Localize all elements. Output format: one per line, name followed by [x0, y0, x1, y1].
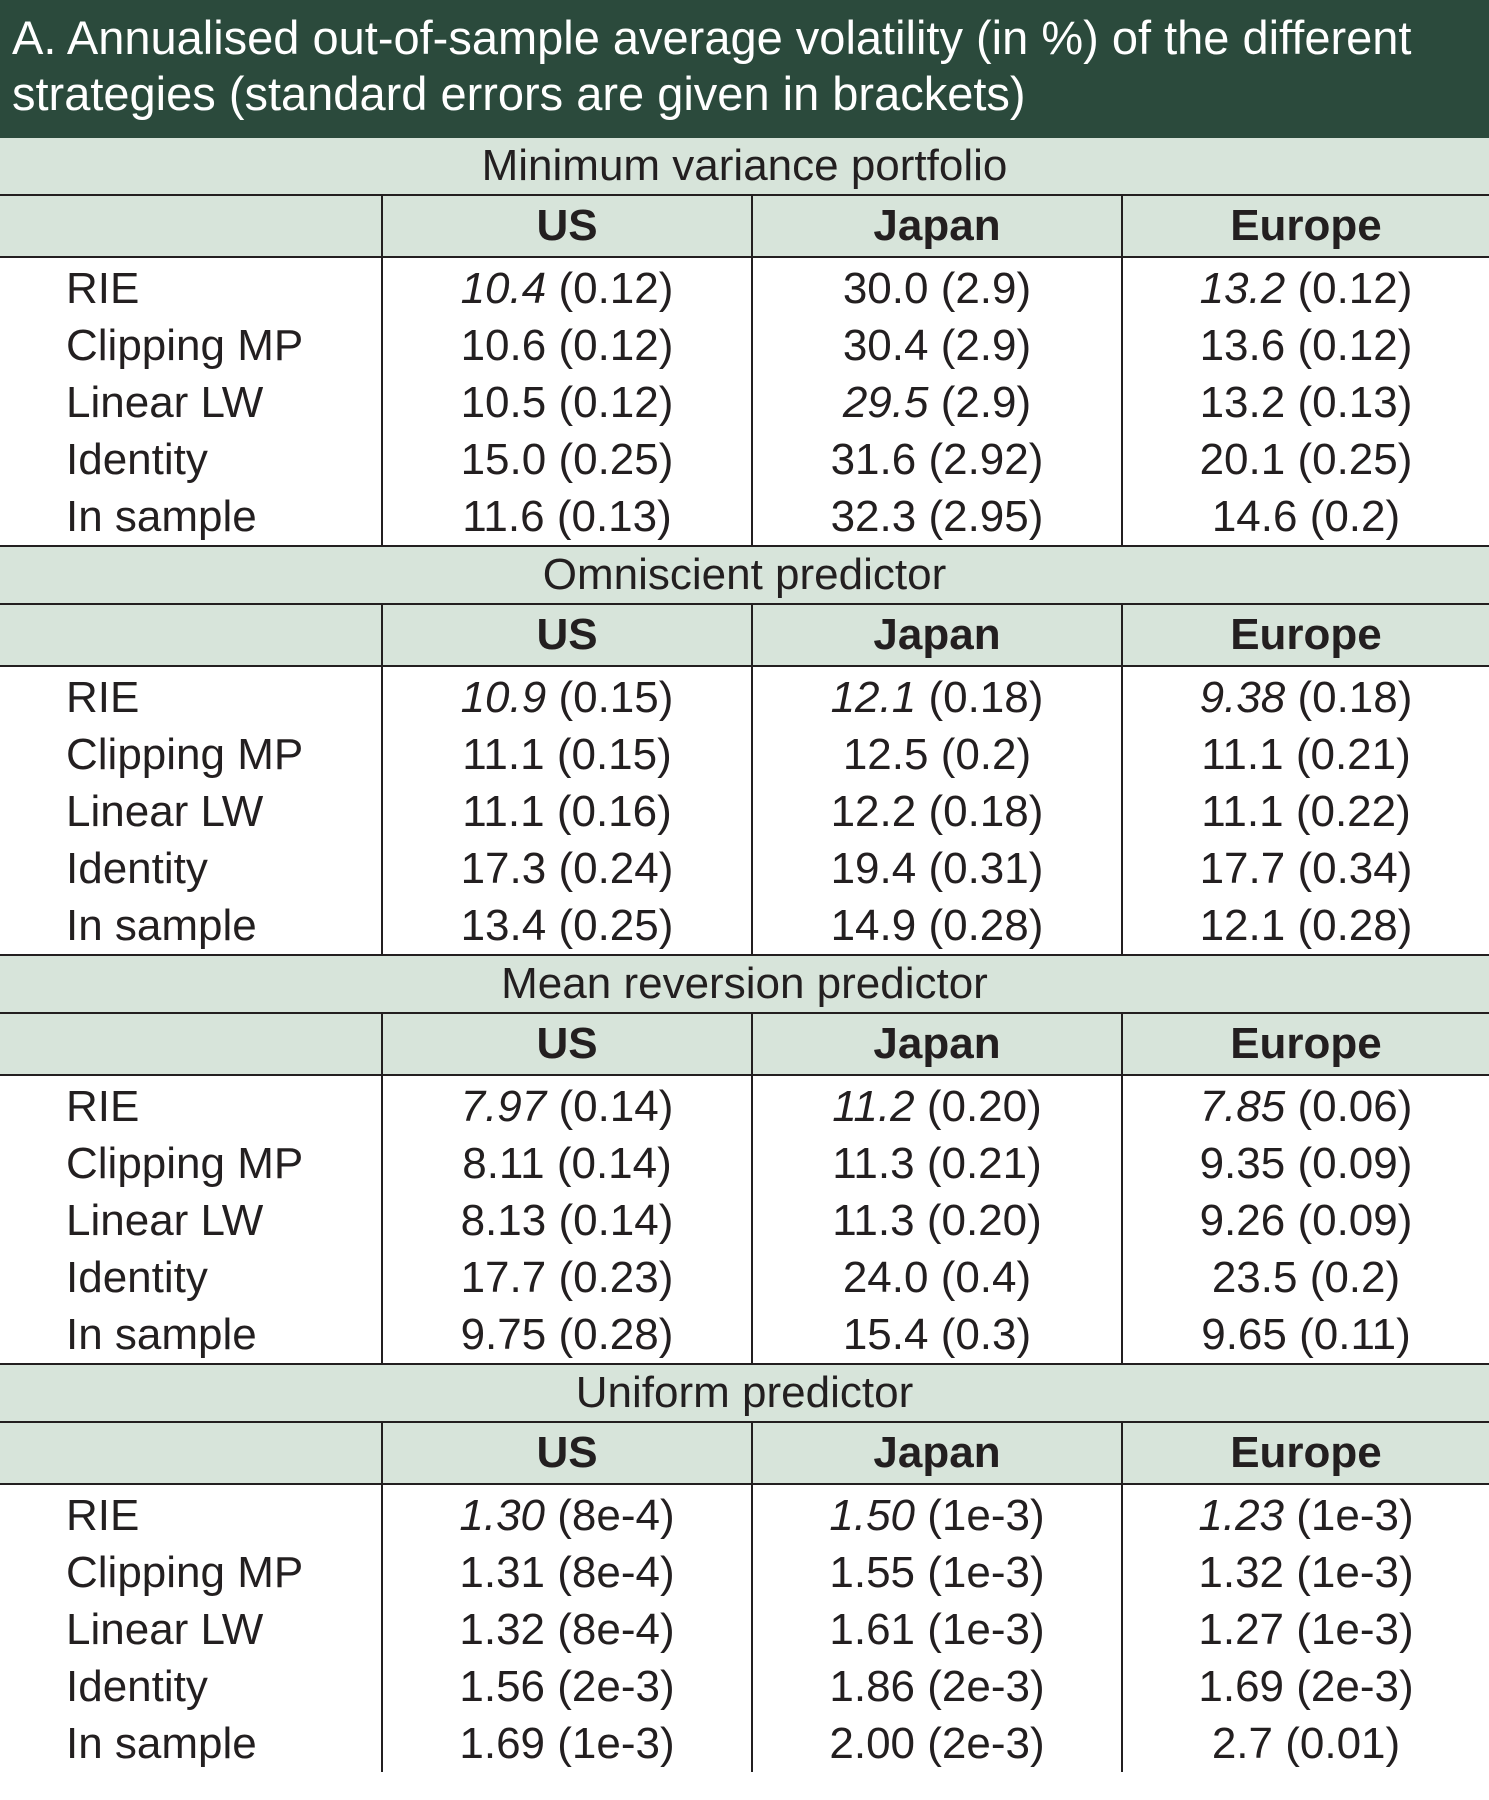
value-estimate: 2.00: [829, 1718, 916, 1768]
value-cell-europe: [1122, 1306, 1489, 1364]
value-cell-europe: [1122, 488, 1489, 546]
value-estimate: 1.50: [829, 1490, 916, 1540]
standard-error: (0.12): [558, 320, 674, 370]
value-estimate: 8.11: [462, 1138, 545, 1188]
value-estimate: 30.0: [842, 263, 929, 313]
value-cell-japan: [752, 488, 1122, 546]
value-estimate: 11.3: [832, 1195, 915, 1245]
column-header-japan: Japan: [752, 195, 1122, 257]
column-header-blank: [0, 1422, 382, 1484]
table-row: [0, 431, 1489, 488]
value-cell-japan: [752, 1135, 1122, 1192]
row-label: In sample: [66, 1718, 257, 1768]
standard-error: (0.15): [556, 729, 672, 779]
standard-error: (0.18): [928, 672, 1044, 722]
row-label: Clipping MP: [66, 1547, 304, 1597]
value-cell-europe: [1122, 1484, 1489, 1544]
table-row: [0, 1306, 1489, 1364]
value-cell-japan: [752, 666, 1122, 726]
value-estimate: 17.3: [460, 843, 547, 893]
table-body: [0, 138, 1489, 1772]
column-header-europe: Europe: [1122, 195, 1489, 257]
standard-error: (0.2): [1309, 1252, 1401, 1302]
standard-error: (0.06): [1297, 1081, 1413, 1131]
standard-error: (1e-3): [927, 1490, 1045, 1540]
row-label: Linear LW: [66, 1604, 264, 1654]
value-estimate: 10.5: [460, 377, 547, 427]
standard-error: (0.13): [556, 491, 672, 541]
row-label: In sample: [0, 1306, 382, 1364]
value-cell-japan: [752, 726, 1122, 783]
value-cell-us: [382, 1306, 752, 1364]
volatility-table: [0, 138, 1489, 1772]
value-estimate: 12.1: [830, 672, 917, 722]
standard-error: (0.11): [1299, 1309, 1411, 1359]
column-header-row: [0, 1013, 1489, 1075]
row-label: In sample: [0, 488, 382, 546]
value-estimate: 19.4: [830, 843, 917, 893]
value-cell-us: [382, 897, 752, 955]
standard-error: (0.13): [1297, 377, 1413, 427]
value-cell-us: [382, 1544, 752, 1601]
table-row: [0, 1658, 1489, 1715]
value-estimate: 1.61: [829, 1604, 916, 1654]
row-label: RIE: [66, 263, 140, 313]
standard-error: (0.23): [558, 1252, 674, 1302]
value-cell-us: [382, 726, 752, 783]
value-estimate: 1.86: [829, 1661, 916, 1711]
column-header-blank: [0, 195, 382, 257]
value-cell-us: [382, 1715, 752, 1772]
value-cell-us: [382, 317, 752, 374]
value-estimate: 12.5: [842, 729, 929, 779]
value-cell-us: [382, 431, 752, 488]
value-cell-europe: [1122, 431, 1489, 488]
standard-error: (2.95): [928, 491, 1044, 541]
standard-error: (0.16): [556, 786, 672, 836]
value-estimate: 1.69: [459, 1718, 546, 1768]
standard-error: (0.2): [940, 729, 1032, 779]
value-cell-us: [382, 840, 752, 897]
value-estimate: 1.31: [459, 1547, 546, 1597]
standard-error: (0.4): [940, 1252, 1032, 1302]
standard-error: (1e-3): [557, 1718, 675, 1768]
section-header-row: [0, 955, 1489, 1013]
value-cell-japan: [752, 374, 1122, 431]
table-row: [0, 1484, 1489, 1544]
value-estimate: 12.2: [830, 786, 917, 836]
value-estimate: 11.2: [832, 1081, 915, 1131]
standard-error: (0.24): [558, 843, 674, 893]
standard-error: (2e-3): [927, 1661, 1045, 1711]
row-label: Identity: [66, 843, 208, 893]
value-estimate: 12.1: [1199, 900, 1286, 950]
value-estimate: 15.4: [842, 1309, 929, 1359]
value-cell-europe: [1122, 1135, 1489, 1192]
value-cell-europe: [1122, 1658, 1489, 1715]
standard-error: (0.34): [1297, 843, 1413, 893]
column-header-japan: Japan: [752, 1013, 1122, 1075]
value-estimate: 11.6: [462, 491, 545, 541]
value-cell-europe: [1122, 257, 1489, 317]
standard-error: (1e-3): [1296, 1547, 1414, 1597]
column-header-us: US: [382, 1422, 752, 1484]
standard-error: (0.14): [558, 1081, 674, 1131]
table-row: [0, 374, 1489, 431]
value-cell-japan: [752, 1192, 1122, 1249]
value-cell-japan: [752, 257, 1122, 317]
column-header-blank: [0, 1013, 382, 1075]
value-estimate: 1.56: [459, 1661, 546, 1711]
value-cell-europe: [1122, 1249, 1489, 1306]
standard-error: (0.12): [1297, 320, 1413, 370]
section-header-row: [0, 546, 1489, 604]
value-estimate: 1.69: [1198, 1661, 1285, 1711]
standard-error: (0.28): [558, 1309, 674, 1359]
value-cell-japan: [752, 1306, 1122, 1364]
value-estimate: 9.26: [1199, 1195, 1286, 1245]
value-estimate: 1.55: [829, 1547, 916, 1597]
value-estimate: 29.5: [842, 377, 929, 427]
value-estimate: 10.4: [460, 263, 547, 313]
standard-error: (0.2): [1309, 491, 1401, 541]
standard-error: (0.20): [926, 1081, 1042, 1131]
value-cell-japan: [752, 317, 1122, 374]
table-row: [0, 1135, 1489, 1192]
standard-error: (1e-3): [1296, 1490, 1414, 1540]
standard-error: (0.14): [556, 1138, 672, 1188]
row-label: In sample: [0, 897, 382, 955]
column-header-row: [0, 195, 1489, 257]
standard-error: (0.3): [940, 1309, 1032, 1359]
standard-error: (2.9): [940, 263, 1032, 313]
value-estimate: 9.65: [1201, 1309, 1287, 1359]
section-title: Minimum variance portfolio: [0, 138, 1489, 195]
standard-error: (2e-3): [557, 1661, 675, 1711]
standard-error: (0.01): [1285, 1718, 1401, 1768]
column-header-blank: [0, 604, 382, 666]
table-row: [0, 257, 1489, 317]
value-cell-us: [382, 1192, 752, 1249]
table-row: [0, 1075, 1489, 1135]
value-estimate: 1.27: [1198, 1604, 1285, 1654]
value-cell-us: [382, 1075, 752, 1135]
value-cell-us: [382, 1484, 752, 1544]
section-header-row: [0, 138, 1489, 195]
standard-error: (2.92): [928, 434, 1044, 484]
standard-error: (8e-4): [557, 1604, 675, 1654]
value-estimate: 30.4: [842, 320, 929, 370]
value-cell-japan: [752, 897, 1122, 955]
section-title: Omniscient predictor: [0, 546, 1489, 604]
standard-error: (0.28): [1297, 900, 1413, 950]
value-estimate: 11.1: [1201, 729, 1284, 779]
standard-error: (0.12): [558, 263, 674, 313]
column-header-row: [0, 604, 1489, 666]
value-estimate: 1.23: [1198, 1490, 1285, 1540]
table-title-line-1: A. Annualised out-of-sample average volatility (in %) of the different: [12, 11, 1412, 64]
section-header-row: [0, 1364, 1489, 1422]
row-label: Linear LW: [66, 786, 264, 836]
standard-error: (8e-4): [557, 1547, 675, 1597]
value-cell-europe: [1122, 666, 1489, 726]
value-estimate: 17.7: [1199, 843, 1286, 893]
standard-error: (0.12): [1297, 263, 1413, 313]
table-row: [0, 1249, 1489, 1306]
value-cell-us: [382, 1601, 752, 1658]
value-cell-europe: [1122, 783, 1489, 840]
row-label: Linear LW: [66, 1195, 264, 1245]
value-estimate: 7.97: [460, 1081, 547, 1131]
column-header-europe: Europe: [1122, 604, 1489, 666]
table-row: [0, 317, 1489, 374]
value-cell-europe: [1122, 726, 1489, 783]
value-estimate: 13.4: [460, 900, 547, 950]
row-label: RIE: [66, 1490, 140, 1540]
standard-error: (0.12): [558, 377, 674, 427]
table-row: [0, 726, 1489, 783]
row-label: Clipping MP: [66, 320, 304, 370]
value-cell-japan: [752, 431, 1122, 488]
standard-error: (8e-4): [557, 1490, 675, 1540]
value-cell-europe: [1122, 1601, 1489, 1658]
value-estimate: 23.5: [1211, 1252, 1298, 1302]
row-label: Clipping MP: [66, 1138, 304, 1188]
standard-error: (0.20): [926, 1195, 1042, 1245]
standard-error: (1e-3): [927, 1547, 1045, 1597]
standard-error: (0.22): [1295, 786, 1411, 836]
value-estimate: 17.7: [460, 1252, 547, 1302]
standard-error: (0.14): [558, 1195, 674, 1245]
value-estimate: 2.7: [1211, 1718, 1273, 1768]
table-row: [0, 488, 1489, 546]
value-estimate: 14.9: [830, 900, 917, 950]
value-cell-us: [382, 1249, 752, 1306]
value-estimate: 11.1: [1201, 786, 1284, 836]
value-cell-japan: [752, 1075, 1122, 1135]
table-row: [0, 1601, 1489, 1658]
section-title: Mean reversion predictor: [0, 955, 1489, 1013]
value-cell-europe: [1122, 1192, 1489, 1249]
table-row: [0, 783, 1489, 840]
table-title: [0, 0, 1489, 138]
standard-error: (0.31): [928, 843, 1044, 893]
value-estimate: 31.6: [830, 434, 917, 484]
standard-error: (0.25): [558, 434, 674, 484]
value-cell-japan: [752, 783, 1122, 840]
column-header-japan: Japan: [752, 604, 1122, 666]
value-cell-japan: [752, 1484, 1122, 1544]
value-estimate: 1.32: [1198, 1547, 1285, 1597]
value-estimate: 11.1: [462, 729, 545, 779]
value-estimate: 11.3: [832, 1138, 915, 1188]
value-cell-japan: [752, 1715, 1122, 1772]
value-estimate: 7.85: [1199, 1081, 1286, 1131]
row-label: Identity: [66, 1252, 208, 1302]
row-label: Linear LW: [66, 377, 264, 427]
value-estimate: 1.30: [459, 1490, 546, 1540]
value-cell-europe: [1122, 1075, 1489, 1135]
value-cell-europe: [1122, 840, 1489, 897]
table-row: [0, 897, 1489, 955]
value-cell-europe: [1122, 1544, 1489, 1601]
row-label: RIE: [66, 1081, 140, 1131]
value-estimate: 24.0: [842, 1252, 929, 1302]
value-estimate: 9.35: [1199, 1138, 1286, 1188]
value-cell-us: [382, 783, 752, 840]
row-label: Clipping MP: [66, 729, 304, 779]
standard-error: (0.15): [558, 672, 674, 722]
column-header-us: US: [382, 1013, 752, 1075]
value-cell-japan: [752, 1658, 1122, 1715]
value-estimate: 13.6: [1199, 320, 1286, 370]
standard-error: (1e-3): [927, 1604, 1045, 1654]
value-estimate: 15.0: [460, 434, 547, 484]
column-header-japan: Japan: [752, 1422, 1122, 1484]
table-title-line-2: strategies (standard errors are given in brackets): [12, 67, 1026, 120]
value-estimate: 20.1: [1199, 434, 1286, 484]
value-cell-us: [382, 666, 752, 726]
value-cell-europe: [1122, 317, 1489, 374]
value-cell-us: [382, 1658, 752, 1715]
standard-error: (0.09): [1297, 1138, 1413, 1188]
row-label: Identity: [66, 1661, 208, 1711]
standard-error: (0.25): [558, 900, 674, 950]
table-row: [0, 1192, 1489, 1249]
standard-error: (0.21): [1295, 729, 1411, 779]
column-header-us: US: [382, 604, 752, 666]
value-estimate: 13.2: [1199, 263, 1286, 313]
standard-error: (2.9): [940, 377, 1032, 427]
table-row: [0, 840, 1489, 897]
value-cell-us: [382, 1135, 752, 1192]
value-cell-us: [382, 257, 752, 317]
value-cell-japan: [752, 1601, 1122, 1658]
standard-error: (2e-3): [927, 1718, 1045, 1768]
table-row: [0, 1544, 1489, 1601]
value-cell-us: [382, 488, 752, 546]
value-cell-us: [382, 374, 752, 431]
section-title: Uniform predictor: [0, 1364, 1489, 1422]
value-estimate: 13.2: [1199, 377, 1286, 427]
table-row: [0, 1715, 1489, 1772]
value-cell-europe: [1122, 1715, 1489, 1772]
standard-error: (0.18): [1297, 672, 1413, 722]
value-estimate: 8.13: [460, 1195, 547, 1245]
value-estimate: 11.1: [462, 786, 545, 836]
value-estimate: 9.38: [1199, 672, 1286, 722]
value-estimate: 14.6: [1211, 491, 1298, 541]
value-cell-europe: [1122, 897, 1489, 955]
standard-error: (0.09): [1297, 1195, 1413, 1245]
standard-error: (2.9): [940, 320, 1032, 370]
value-estimate: 10.9: [460, 672, 547, 722]
standard-error: (0.28): [928, 900, 1044, 950]
standard-error: (1e-3): [1296, 1604, 1414, 1654]
value-estimate: 9.75: [460, 1309, 547, 1359]
column-header-europe: Europe: [1122, 1013, 1489, 1075]
table-row: [0, 666, 1489, 726]
row-label: RIE: [66, 672, 140, 722]
standard-error: (0.18): [928, 786, 1044, 836]
value-cell-japan: [752, 1544, 1122, 1601]
column-header-us: US: [382, 195, 752, 257]
value-estimate: 1.32: [459, 1604, 546, 1654]
value-cell-japan: [752, 840, 1122, 897]
value-estimate: 32.3: [830, 491, 917, 541]
value-cell-europe: [1122, 374, 1489, 431]
row-label: Identity: [66, 434, 208, 484]
standard-error: (2e-3): [1296, 1661, 1414, 1711]
value-cell-japan: [752, 1249, 1122, 1306]
value-estimate: 10.6: [460, 320, 547, 370]
standard-error: (0.25): [1297, 434, 1413, 484]
column-header-row: [0, 1422, 1489, 1484]
column-header-europe: Europe: [1122, 1422, 1489, 1484]
standard-error: (0.21): [926, 1138, 1042, 1188]
